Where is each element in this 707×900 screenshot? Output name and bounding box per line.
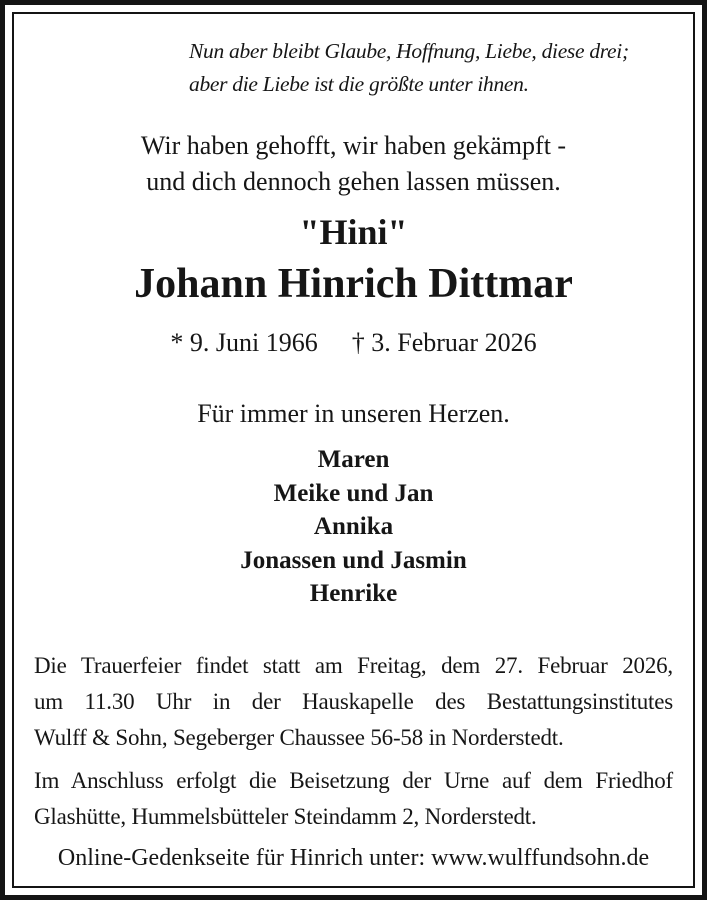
service-line-2: um 11.30 Uhr in der Hauskapelle des Bestattungsinstitutes <box>34 688 673 714</box>
scripture-quote <box>189 35 673 101</box>
death-date: † 3. Februar 2026 <box>351 328 537 357</box>
funeral-service-paragraph <box>34 648 673 756</box>
obituary-content <box>14 14 693 886</box>
family-member: Annika <box>313 513 394 541</box>
service-line-3: Wulff & Sohn, Segeberger Chaussee 56-58 in Norderstedt. <box>34 724 564 750</box>
deceased-name: Johann Hinrich Dittmar <box>134 261 573 307</box>
mourning-family-list <box>34 443 673 611</box>
life-dates <box>34 326 673 360</box>
deceased-nickname: "Hini" <box>299 212 408 252</box>
family-member: Jonassen und Jasmin <box>240 546 467 574</box>
family-member: Meike und Jan <box>273 479 434 507</box>
family-member: Maren <box>317 446 390 473</box>
quote-line-2: aber die Liebe ist die größte unter ihnen. <box>189 72 529 96</box>
family-member: Henrike <box>309 580 398 608</box>
quote-line-1: Nun aber bleibt Glaube, Hoffnung, Liebe, diese drei; <box>189 39 629 63</box>
burial-line-2: Glashütte, Hummelsbütteler Steindamm 2, Norderstedt. <box>34 803 537 829</box>
online-memorial-line: Online-Gedenkseite für Hinrich unter: www.wulffundsohn.de <box>57 844 650 871</box>
birth-date: * 9. Juni 1966 <box>170 328 318 357</box>
service-line-1: Die Trauerfeier findet statt am Freitag, dem 27. Februar 2026, <box>34 652 673 678</box>
farewell-line-1: Wir haben gehofft, wir haben gekämpft - <box>140 131 567 160</box>
burial-line-1: Im Anschluss erfolgt die Beisetzung der Urne auf dem Friedhof <box>34 767 673 793</box>
farewell-text <box>34 128 673 200</box>
remembrance-line: Für immer in unseren Herzen. <box>197 399 510 428</box>
farewell-line-2: und dich dennoch gehen lassen müssen. <box>146 167 561 196</box>
burial-paragraph <box>34 763 673 835</box>
